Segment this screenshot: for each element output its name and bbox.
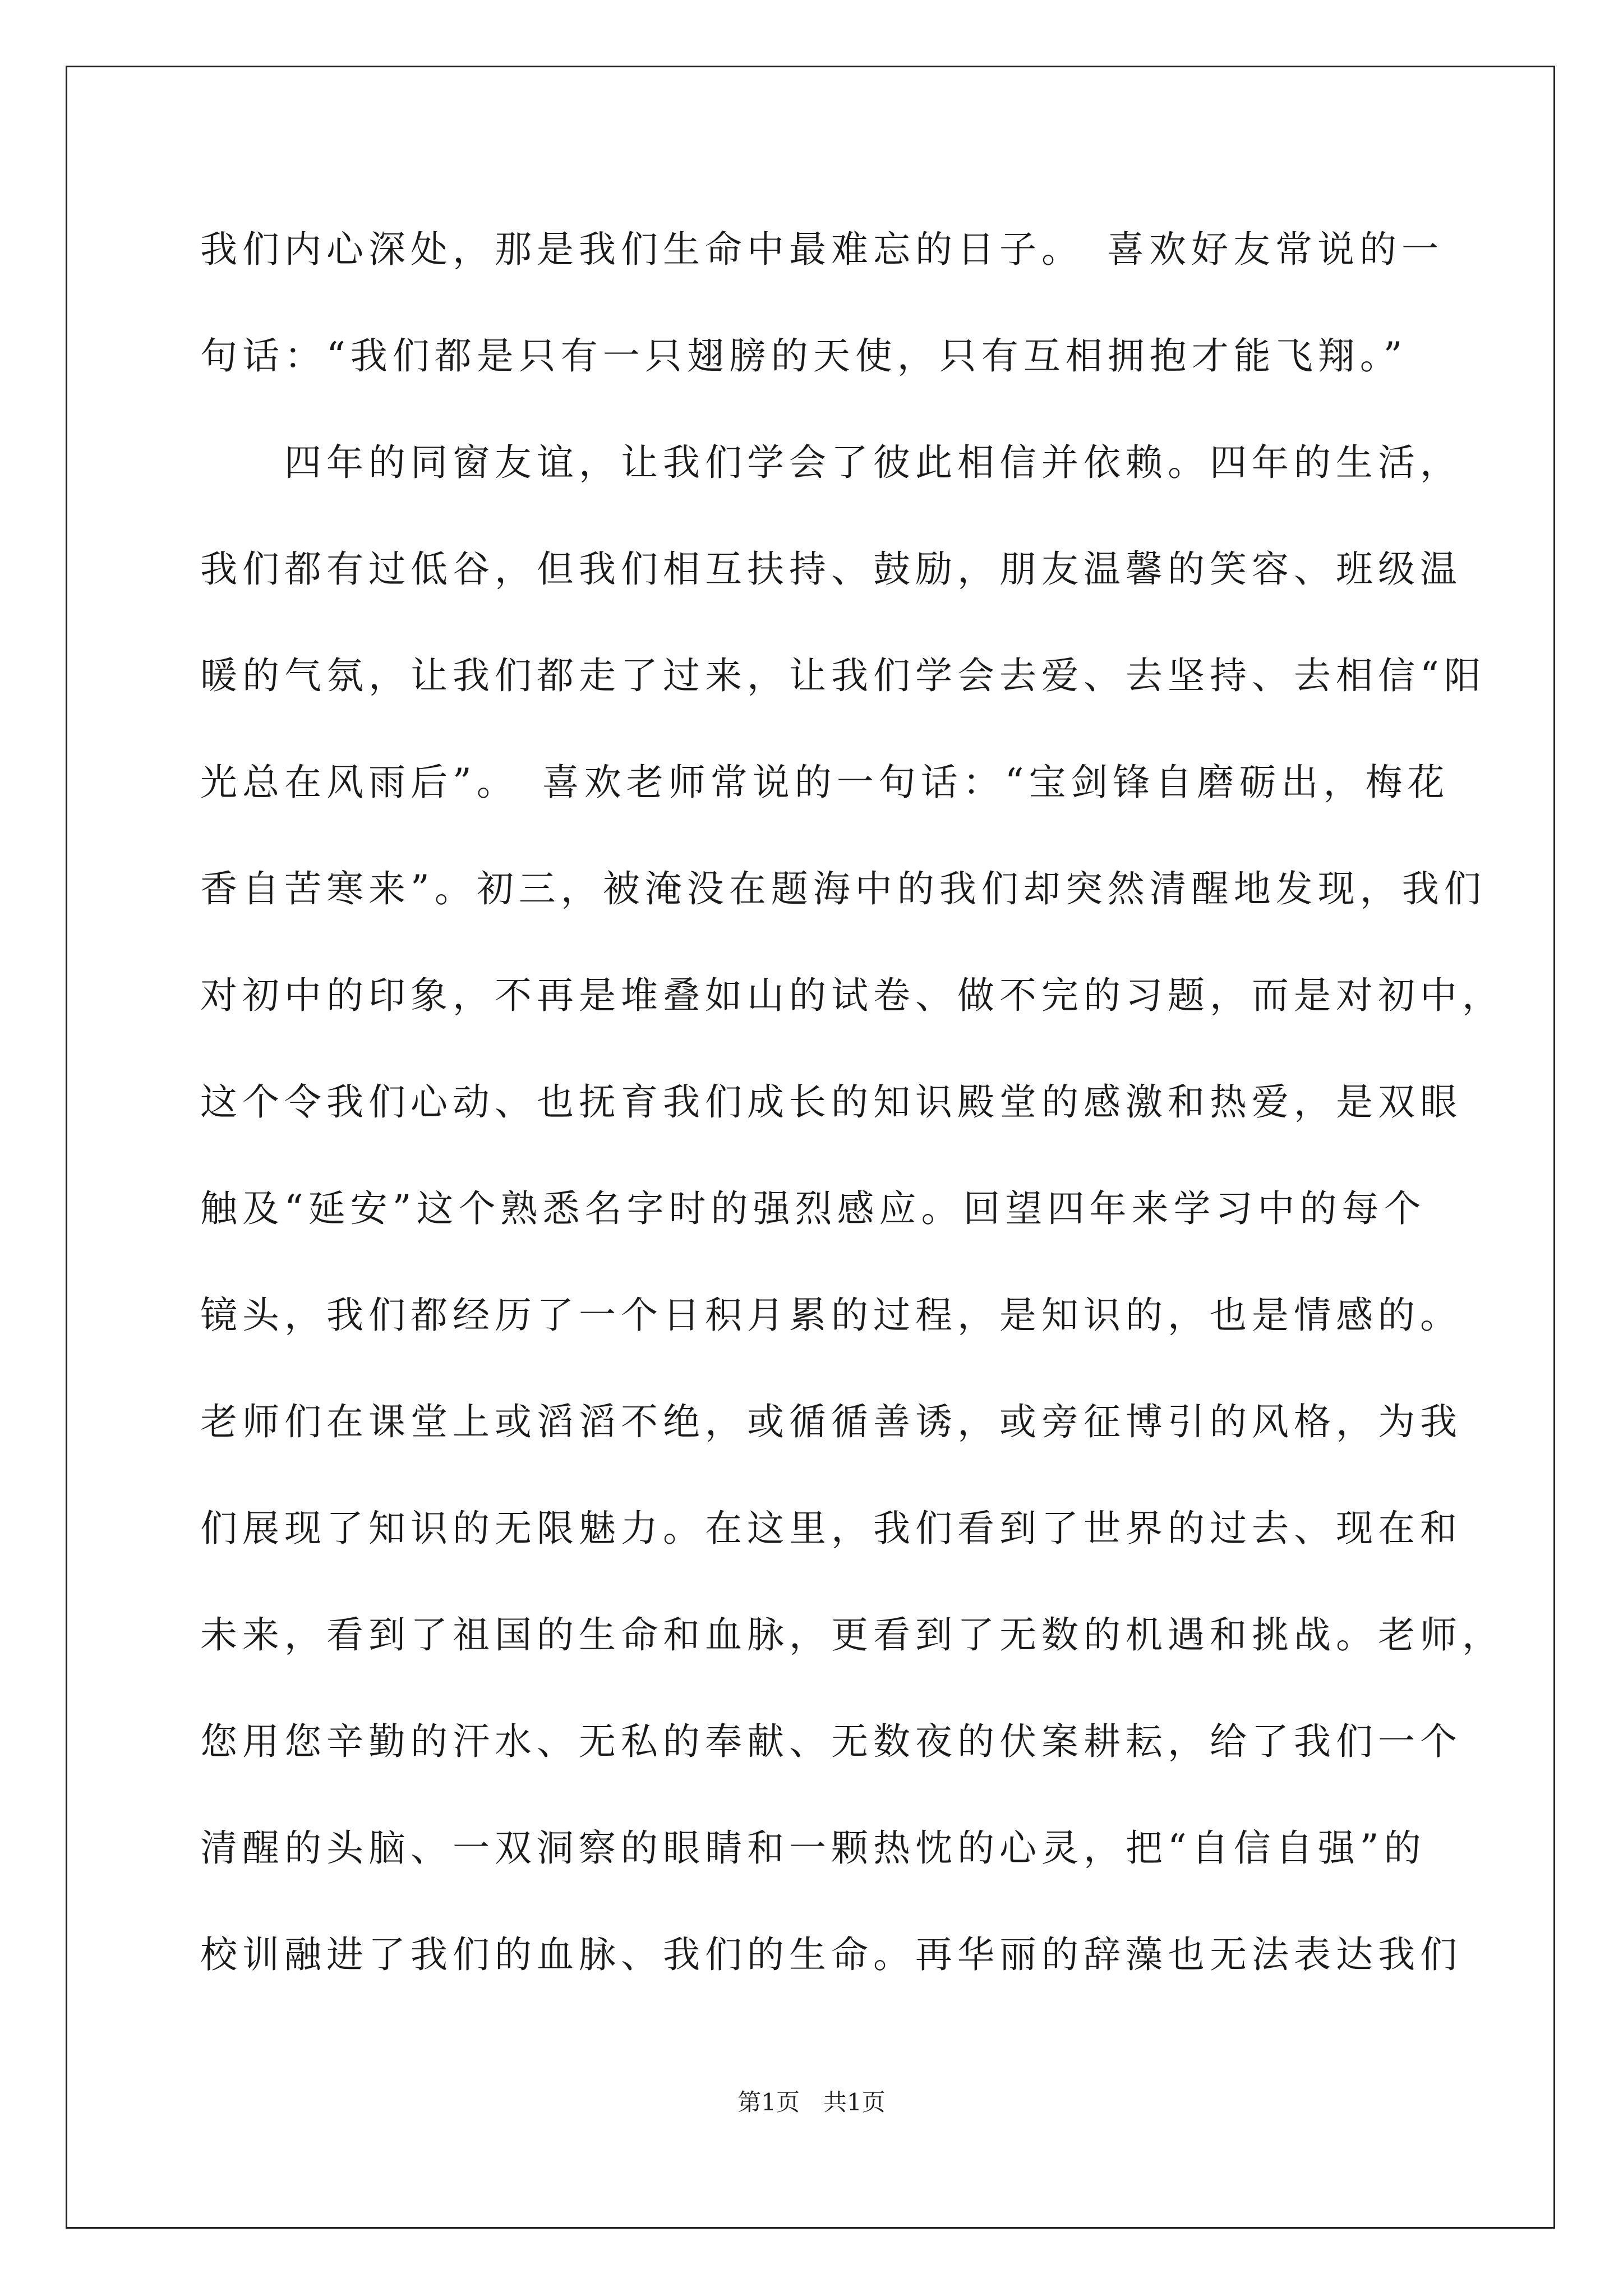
text-line-7: 香自苦寒来”。初三，被淹没在题海中的我们却突然清醒地发现，我们	[200, 867, 1486, 910]
document-body	[200, 216, 1504, 2028]
text-line-1: 我们内心深处，那是我们生命中最难忘的日子。 喜欢好友常说的一	[200, 228, 1444, 271]
text-line-3: 四年的同窗友谊，让我们学会了彼此相信并依赖。四年的生活，	[284, 441, 1462, 484]
text-line-2: 句话：“我们都是只有一只翅膀的天使，只有互相拥抱才能飞翔。”	[200, 334, 1408, 378]
text-line-4: 我们都有过低谷，但我们相互扶持、鼓励，朋友温馨的笑容、班级温	[200, 547, 1462, 591]
text-line-10: 触及“延安”这个熟悉名字时的强烈感应。回望四年来学习中的每个	[200, 1187, 1426, 1230]
text-line-6: 光总在风雨后”。 喜欢老师常说的一句话：“宝剑锋自磨砺出，梅花	[200, 761, 1450, 804]
text-line-5: 暖的气氛，让我们都走了过来，让我们学会去爱、去坚持、去相信“阳	[200, 654, 1486, 697]
text-line-16: 清醒的头脑、一双洞察的眼睛和一颗热忱的心灵，把“自信自强”的	[200, 1826, 1426, 1870]
text-line-15: 您用您辛勤的汗水、无私的奉献、无数夜的伏案耕耘，给了我们一个	[200, 1720, 1462, 1763]
text-line-13: 们展现了知识的无限魅力。在这里，我们看到了世界的过去、现在和	[200, 1507, 1462, 1550]
text-line-9: 这个令我们心动、也抚育我们成长的知识殿堂的感激和热爱，是双眼	[200, 1080, 1462, 1124]
text-line-14: 未来，看到了祖国的生命和血脉，更看到了无数的机遇和挑战。老师，	[200, 1613, 1504, 1657]
text-line-11: 镜头，我们都经历了一个日积月累的过程，是知识的，也是情感的。	[200, 1294, 1462, 1337]
text-line-12: 老师们在课堂上或滔滔不绝，或循循善诱，或旁征博引的风格，为我	[200, 1400, 1462, 1443]
page-footer: 第1页 共1页	[737, 2088, 886, 2116]
text-line-8: 对初中的印象，不再是堆叠如山的试卷、做不完的习题，而是对初中，	[200, 974, 1504, 1017]
text-line-17: 校训融进了我们的血脉、我们的生命。再华丽的辞藻也无法表达我们	[200, 1933, 1462, 1976]
